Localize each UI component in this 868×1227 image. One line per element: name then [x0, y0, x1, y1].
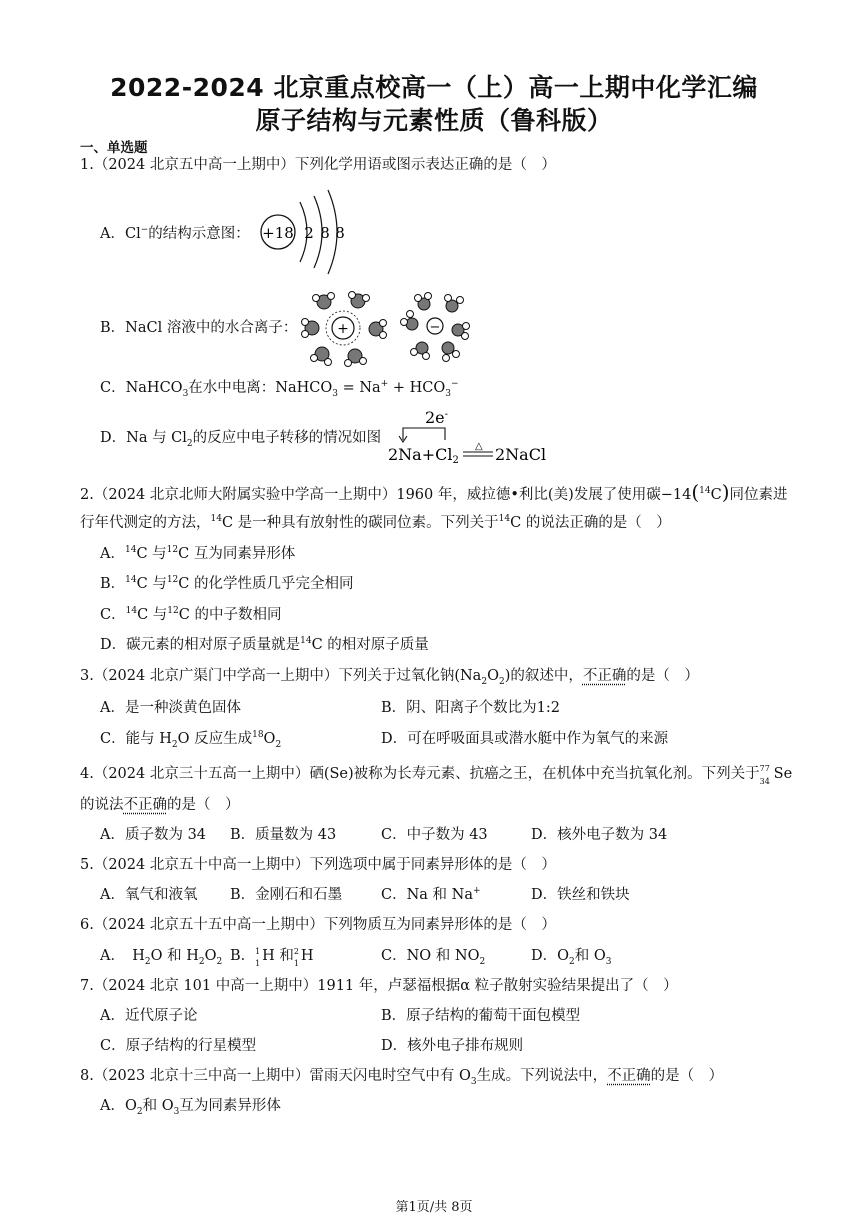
shell-count-3: 8 [335, 224, 345, 242]
q6-option-d: D．$O_2$和 $O_3$ [531, 948, 612, 967]
q2-stem-line1: 2.（2024 北京北师大附属实验中学高一上期中）1960 年，威拉德•利比(美)发展了使用碳−14($^{14}$C)同位素进 [80, 480, 788, 504]
q3-option-a: A．是一种淡黄色固体 [100, 700, 241, 716]
page-footer: 第1页/共 8页 [395, 1200, 473, 1215]
electron-transfer-diagram [385, 406, 555, 466]
q7-stem: 7.（2024 北京 101 中高一上期中）1911 年，卢瑟福根据α 粒子散射实验结果提出了（ ） [80, 978, 678, 994]
shell-count-2: 8 [320, 224, 330, 242]
q2-option-d: D．碳元素的相对原子质量就是$^{14}$C 的相对原子质量 [100, 636, 429, 653]
q4-option-b: B．质量数为 43 [230, 827, 337, 843]
q8-stem: 8.（2023 北京十三中高一上期中）雷雨天闪电时空气中有 $O_3$生成。下列说法中，不正确的是（ ） [80, 1068, 724, 1087]
q2-option-c: C．$^{14}$C 与$^{12}$C 的中子数相同 [100, 606, 282, 623]
q5-option-a: A．氧气和液氧 [100, 887, 198, 903]
q7-option-d: D．核外电子排布规则 [381, 1038, 524, 1054]
q6-option-a: A． $H_2O$ 和 $H_2O_2$ [100, 948, 223, 967]
doc-title-line1: 2022-2024 北京重点校高一（上）高一上期中化学汇编 [110, 73, 758, 102]
transfer-arrow-line [403, 428, 445, 440]
q1-option-d: D．Na 与 $Cl_2$的反应中电子转移的情况如图 [100, 430, 382, 449]
hydrated-anion [401, 293, 470, 362]
q7-option-b: B．原子结构的葡萄干面包模型 [381, 1008, 581, 1024]
q4-option-a: A．质子数为 34 [100, 827, 207, 843]
q3-stem: 3.（2024 北京广渠门中学高一上期中）下列关于过氧化钠$(Na_2O_2)$的叙述中，不正确的是（ ） [80, 668, 699, 687]
q7-option-c: C．原子结构的行星模型 [100, 1038, 257, 1054]
q5-option-b: B．金刚石和石墨 [230, 887, 343, 903]
reactants: 2Na+Cl2 [388, 445, 459, 466]
q1-option-c: C．NaHCO$_3$在水中电离：NaHCO$_3$ = $Na^+ + HCO_3^-$ [100, 379, 459, 399]
cation-sign: + [337, 321, 349, 337]
q4-option-c: C．中子数为 43 [381, 827, 488, 843]
nucleus-charge: +18 [262, 224, 294, 242]
hydrated-cation [302, 292, 387, 367]
q1-stem: 1.（2024 北京五中高一上期中）下列化学用语或图示表达正确的是（ ） [80, 157, 556, 173]
q2-option-b: B．$^{14}$C 与$^{12}$C 的化学性质几乎完全相同 [100, 575, 354, 592]
shell-count-1: 2 [304, 224, 314, 242]
hydrated-ions-diagram [300, 290, 480, 370]
electron-count-label: 2e- [425, 408, 449, 427]
q5-option-d: D．铁丝和铁块 [531, 887, 630, 903]
q4-option-d: D．核外电子数为 34 [531, 827, 668, 843]
cl-ion-structure-diagram [254, 184, 354, 284]
section-heading: 一、单选题 [80, 140, 148, 156]
q7-option-a: A．近代原子论 [100, 1008, 198, 1024]
q8-option-a: A．$O_2$和 $O_3$互为同素异形体 [100, 1098, 281, 1117]
q6-option-c: C．NO 和 $NO_2$ [381, 948, 486, 967]
q1-option-b: B．NaCl 溶液中的水合离子： [100, 320, 298, 336]
q3-option-b: B．阴、阳离子个数比为1:2 [381, 700, 560, 716]
q1-option-a: A．Cl−的结构示意图： [100, 225, 250, 242]
q2-option-a: A．$^{14}$C 与$^{12}$C 互为同素异形体 [100, 545, 296, 562]
q3-option-d: D．可在呼吸面具或潜水艇中作为氧气的来源 [381, 731, 669, 747]
q3-option-c: C．能与 $H_2O$ 反应生成$^{18}O_2$ [100, 730, 282, 750]
q5-option-c: C．Na 和 Na+ [381, 886, 481, 903]
heat-condition: △ [475, 441, 483, 452]
q4-stem-line2: 的说法不正确的是（ ） [80, 797, 240, 813]
product: 2NaCl [495, 445, 547, 464]
q5-stem: 5.（2024 北京五十中高一上期中）下列选项中属于同素异形体的是（ ） [80, 857, 556, 873]
q6-stem: 6.（2024 北京五十五中高一上期中）下列物质互为同素异形体的是（ ） [80, 917, 556, 933]
doc-title-line2: 原子结构与元素性质（鲁科版） [255, 106, 613, 135]
anion-sign: − [429, 320, 441, 335]
q4-stem-line1: 4.（2024 北京三十五高一上期中）硒(Se)被称为长寿元素、抗癌之王，在机体中充当抗氧化剂。下列关于 77 34 Se [80, 764, 793, 786]
q6-option-b: B． 1 1 H 和 2 1 H [230, 947, 314, 968]
q2-stem-line2: 行年代测定的方法，$^{14}$C 是一种具有放射性的碳同位素。下列关于$^{14}$C 的说法正确的是（ ） [80, 514, 671, 531]
